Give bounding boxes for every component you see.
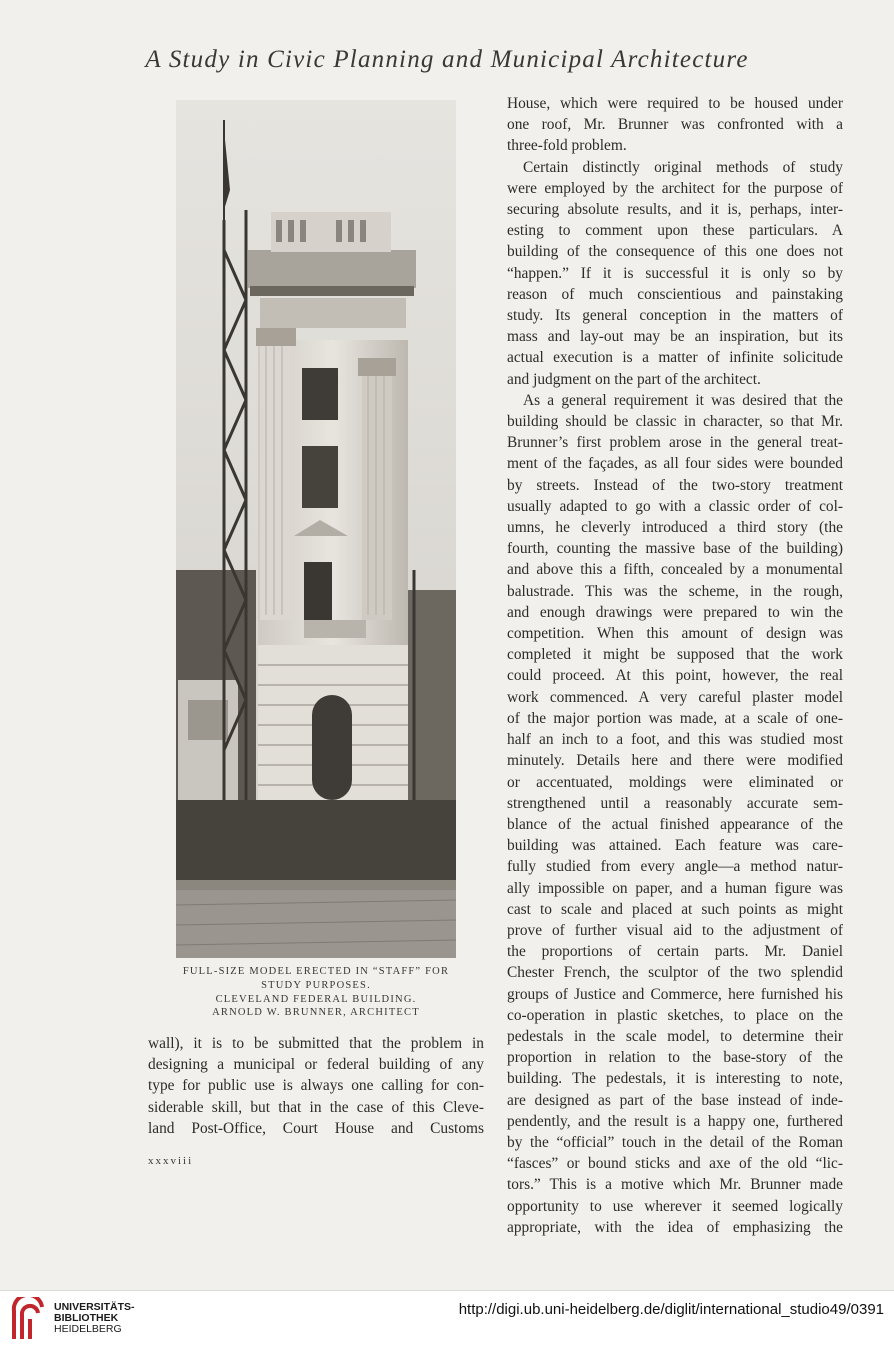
photo-caption (146, 965, 486, 1020)
text-line: are designed as part of the base instead of inde- (507, 1091, 843, 1109)
text-line: actual execution is a matter of infinite solicitude (507, 349, 843, 367)
text-line: building of the consequence of this one does not (507, 243, 843, 261)
text-line: co-operation in plastic sketches, to place on the (507, 1006, 843, 1024)
text-line: were employed by the architect for the purpose of (507, 179, 843, 197)
text-line: of the major portion was made, at a scale of one- (507, 709, 843, 727)
text-line: pendently, and the result is a happy one, furthered (507, 1112, 843, 1130)
building-model-photo (176, 100, 456, 958)
text-line: siderable skill, but that in the case of this Cleve- (148, 1098, 484, 1116)
text-line: ment of the façades, as all four sides were bounded (507, 455, 843, 473)
text-line: and judgment on the part of the architect. (507, 370, 761, 388)
text-line: strengthened until a reasonably accurate sem- (507, 794, 843, 812)
text-line: prove of further visual aid to the adjustment of (507, 921, 843, 939)
text-line: Certain distinctly original methods of study (523, 158, 843, 176)
text-line: building was attained. Each feature was care- (507, 837, 843, 855)
library-name-line: UNIVERSITÄTS- (54, 1301, 135, 1313)
text-line: study. Its general conception in the matters of (507, 307, 843, 325)
library-logo-icon (8, 1297, 50, 1341)
text-line: Chester French, the sculptor of the two splendid (507, 964, 843, 982)
running-title: A Study in Civic Planning and Municipal Architecture (145, 46, 749, 73)
text-line: opportunity to use wherever it seemed logically (507, 1197, 843, 1215)
library-name-line: BIBLIOTHEK (54, 1312, 119, 1324)
caption-line: FULL-SIZE MODEL ERECTED IN “STAFF” FOR (182, 966, 450, 977)
library-name-line: HEIDELBERG (54, 1323, 122, 1335)
text-line: securing absolute results, and it is, perhaps, inter- (507, 201, 843, 219)
text-line: completed it might be supposed that the work (507, 646, 843, 664)
text-line: designing a municipal or federal building of any (148, 1056, 484, 1074)
text-line: ally impossible on paper, and a human figure was (507, 879, 843, 897)
text-line: building should be classic in character, so that Mr. (507, 413, 843, 431)
library-footer (0, 1290, 894, 1353)
text-line: pedestals in the scale model, to determine their (507, 1027, 843, 1045)
text-line: cast to scale and placed at such points as might (507, 900, 843, 918)
text-line: House, which were required to be housed under (507, 95, 843, 112)
text-line: or accentuated, moldings were eliminated or (507, 773, 843, 791)
text-line: blance of the actual finished appearance of the (507, 815, 843, 833)
text-line: could proceed. At this point, however, the real (507, 667, 843, 685)
right-column-text (507, 93, 843, 1238)
text-line: competition. When this amount of design was (507, 625, 843, 643)
text-line: reason of much conscientious and painstaking (507, 285, 843, 303)
left-column-text (148, 1033, 484, 1139)
text-line: and above this a fifth, concealed by a monumental (507, 561, 843, 579)
text-line: by streets. Instead of the two-story treatment (507, 476, 843, 494)
text-line: tors.” This is a motive which Mr. Brunner made (507, 1176, 843, 1194)
text-line: umns, he cleverly introduced a third story (the (507, 519, 843, 537)
text-line: groups of Justice and Commerce, here furnished his (507, 985, 843, 1003)
text-line: land Post-Office, Court House and Customs (148, 1119, 484, 1137)
text-line: minutely. Details here and there were modified (507, 752, 843, 770)
text-line: the proportions of certain parts. Mr. Daniel (507, 943, 843, 961)
caption-line: CLEVELAND FEDERAL BUILDING. (215, 993, 417, 1005)
text-line: mass and lay-out may be an inspiration, but its (507, 328, 843, 346)
text-line: appropriate, with the idea of emphasizing the (507, 1218, 843, 1236)
text-line: three-fold problem. (507, 137, 627, 155)
text-line: wall), it is to be submitted that the problem in (148, 1035, 484, 1052)
caption-line: ARNOLD W. BRUNNER, ARCHITECT (212, 1007, 420, 1019)
text-line: “happen.” If it is successful it is only so by (507, 264, 843, 282)
text-line: fourth, counting the massive base of the building) (507, 540, 843, 558)
text-line: proportion in relation to the base-story of the (507, 1049, 843, 1067)
text-line: usually adapted to go with a classic order of col- (507, 497, 843, 515)
text-line: and enough drawings were prepared to win the (507, 603, 843, 621)
text-line: As a general requirement it was desired that the (523, 391, 843, 409)
text-line: half an inch to a foot, and this was studied most (507, 731, 843, 749)
text-line: type for public use is always one calling for con- (148, 1077, 484, 1095)
library-name (54, 1302, 135, 1335)
caption-line: STUDY PURPOSES. (261, 979, 371, 991)
text-line: by the “official” touch in the detail of the Roman (507, 1133, 843, 1151)
text-line: fully studied from every angle—a method natur- (507, 858, 843, 876)
text-line: balustrade. This was the scheme, in the rough, (507, 582, 843, 600)
text-line: esting to comment upon these particulars. A (507, 222, 843, 240)
text-line: “fasces” or bound sticks and axe of the old “lic- (507, 1155, 843, 1173)
source-url-link[interactable]: http://digi.ub.uni-heidelberg.de/diglit/international_studio49/0391 (458, 1301, 884, 1318)
text-line: work commenced. A very careful plaster model (507, 688, 843, 706)
text-line: building. The pedestals, it is interesting to note, (507, 1070, 843, 1088)
text-line: Brunner’s first problem arose in the general treat- (507, 434, 843, 452)
text-line: one roof, Mr. Brunner was confronted with a (507, 116, 843, 134)
page-folio: xxxviii (148, 1155, 194, 1167)
